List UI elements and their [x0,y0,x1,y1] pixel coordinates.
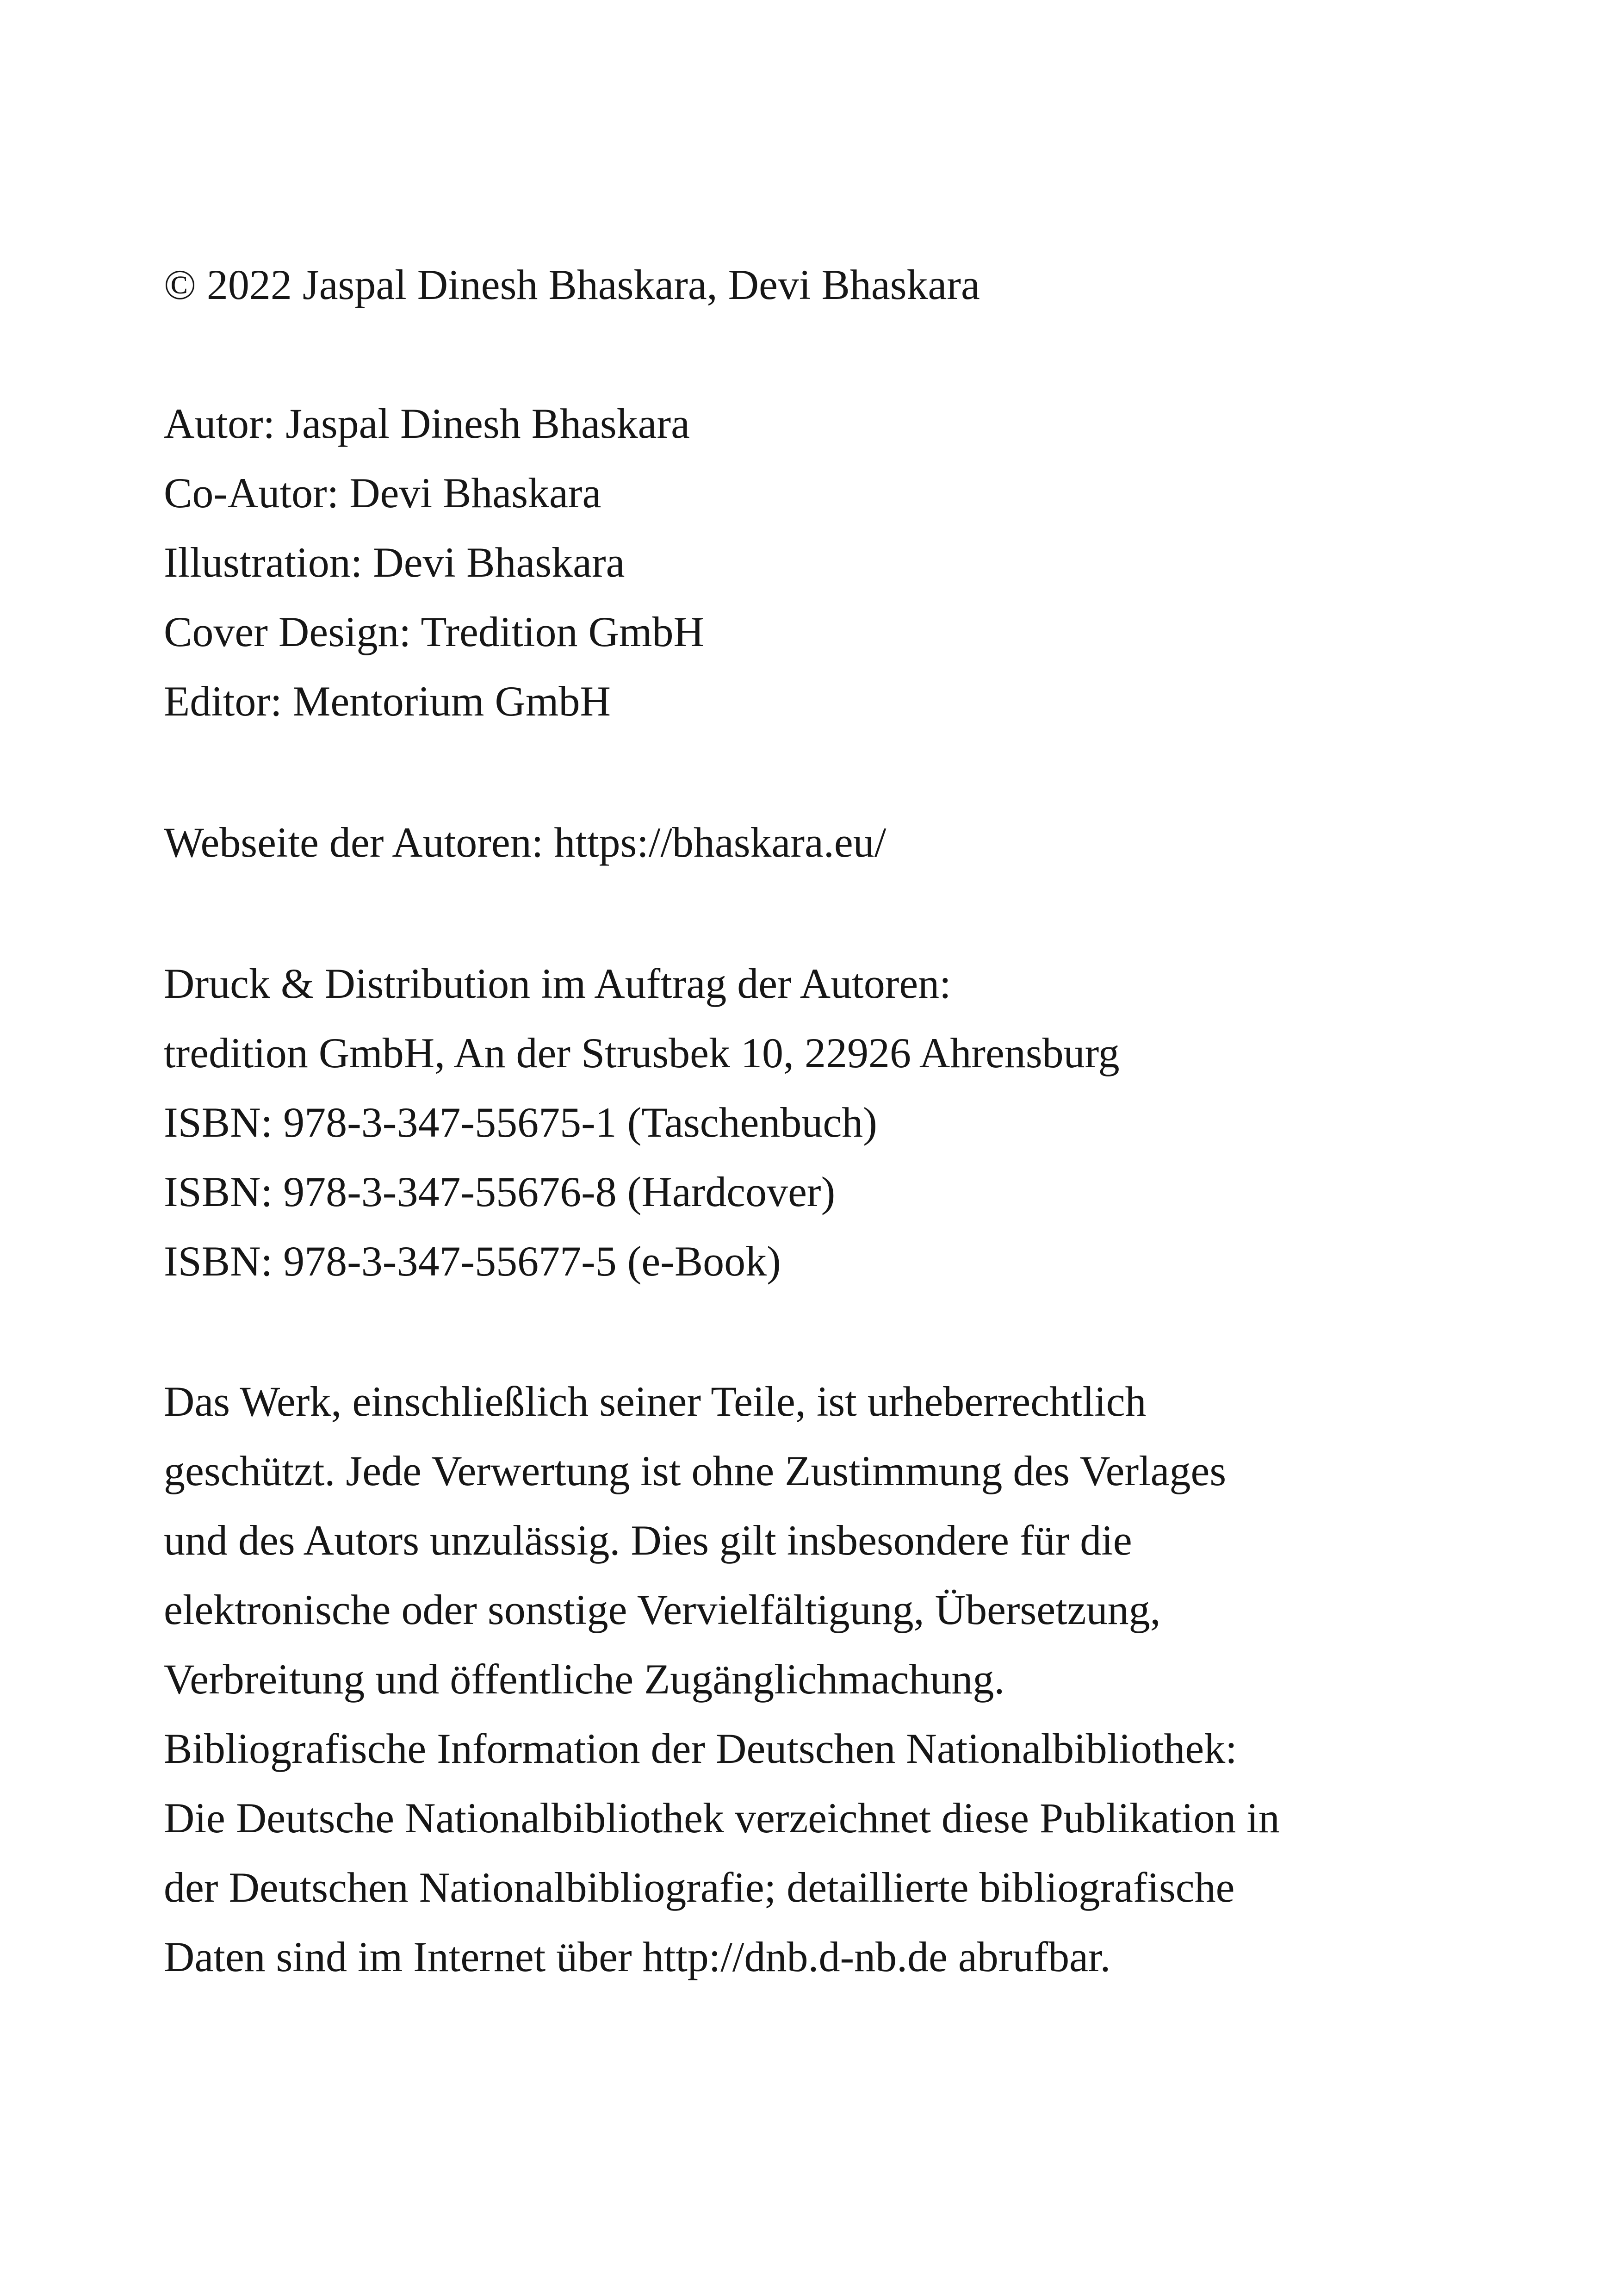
legal-line-4: elektronische oder sonstige Vervielfältigung, Übersetzung, [164,1586,1161,1633]
credit-co-author: Co-Autor: Devi Bhaskara [164,469,601,516]
legal-line-1: Das Werk, einschließlich seiner Teile, ist urheberrechtlich [164,1378,1147,1425]
credit-author: Autor: Jaspal Dinesh Bhaskara [164,400,690,447]
isbn-paperback: ISBN: 978-3-347-55675-1 (Taschenbuch) [164,1099,877,1146]
legal-line-9: Daten sind im Internet über http://dnb.d-nb.de abrufbar. [164,1933,1111,1980]
legal-line-8: der Deutschen Nationalbibliografie; detaillierte bibliografische [164,1864,1235,1911]
legal-line-2: geschützt. Jede Verwertung ist ohne Zustimmung des Verlages [164,1447,1227,1494]
website-line: Webseite der Autoren: https://bhaskara.eu/ [164,819,886,866]
credit-cover-design: Cover Design: Tredition GmbH [164,608,704,655]
isbn-ebook: ISBN: 978-3-347-55677-5 (e-Book) [164,1238,781,1285]
isbn-hardcover: ISBN: 978-3-347-55676-8 (Hardcover) [164,1168,836,1215]
publisher-heading: Druck & Distribution im Auftrag der Autoren: [164,960,951,1007]
copyright-line: © 2022 Jaspal Dinesh Bhaskara, Devi Bhaskara [164,261,980,308]
legal-line-6: Bibliografische Information der Deutschen Nationalbibliothek: [164,1725,1237,1772]
legal-line-3: und des Autors unzulässig. Dies gilt insbesondere für die [164,1517,1132,1564]
legal-line-5: Verbreitung und öffentliche Zugänglichmachung. [164,1655,1005,1703]
publisher-address: tredition GmbH, An der Strusbek 10, 22926 Ahrensburg [164,1029,1120,1076]
credit-editor: Editor: Mentorium GmbH [164,678,611,725]
credit-illustration: Illustration: Devi Bhaskara [164,539,625,586]
legal-line-7: Die Deutsche Nationalbibliothek verzeichnet diese Publikation in [164,1794,1280,1842]
